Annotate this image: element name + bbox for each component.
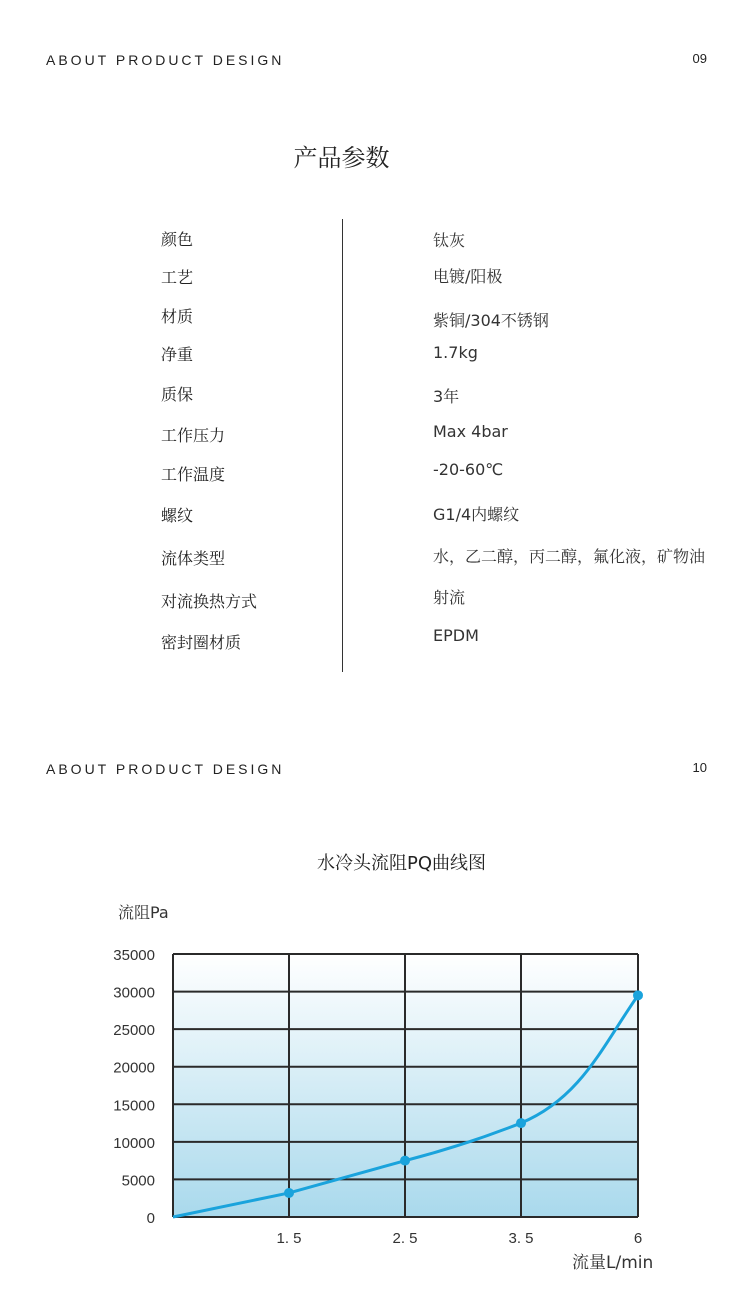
data-point [516,1118,526,1128]
y-tick-label: 5000 [121,1172,155,1190]
spec-value: G1/4内螺纹 [433,505,520,524]
y-tick-label: 30000 [113,984,155,1002]
spec-label: 工艺 [161,268,194,287]
spec-label: 工作压力 [161,426,226,445]
spec-value: 电镀/阳极 [433,267,503,286]
spec-label: 材质 [161,307,194,326]
spec-value: 1.7kg [433,343,478,362]
spec-value: 紫铜/304不锈钢 [433,311,549,330]
spec-value: EPDM [433,626,479,645]
spec-label: 密封圈材质 [161,633,242,652]
x-tick-label: 2. 5 [392,1230,418,1247]
spec-label: 螺纹 [161,506,194,525]
y-tick-label: 15000 [113,1097,155,1115]
data-point [400,1156,410,1166]
spec-value: 3年 [433,387,460,406]
y-tick-label: 0 [146,1210,155,1227]
spec-value: 射流 [433,588,466,607]
spec-label: 流体类型 [161,549,226,568]
x-tick-label: 6 [633,1230,643,1247]
spec-value: 钛灰 [433,231,466,250]
spec-label: 对流换热方式 [161,592,258,611]
spec-value: Max 4bar [433,422,508,441]
spec-label: 颜色 [161,230,194,249]
spec-value: 水，乙二醇，丙二醇，氟化液，矿物油 [433,547,706,566]
spec-label: 工作温度 [161,465,226,484]
spec-value: -20-60℃ [433,460,504,479]
spec-label: 净重 [161,345,194,364]
y-tick-label: 20000 [113,1059,155,1077]
y-axis-label: 流阻Pa [118,903,169,922]
brand-header-2: ABOUT PRODUCT DESIGN [46,761,285,777]
data-point [284,1188,294,1198]
chart-title: 水冷头流阻PQ曲线图 [316,853,487,874]
data-point [633,990,643,1000]
y-tick-label: 10000 [113,1134,155,1152]
y-tick-label: 25000 [113,1022,155,1040]
x-tick-label: 1. 5 [276,1230,302,1247]
page-number: 09 [692,51,707,66]
y-tick-label: 35000 [113,947,155,964]
x-tick-label: 3. 5 [508,1230,534,1247]
spec-label: 质保 [161,385,194,404]
brand-header: ABOUT PRODUCT DESIGN [46,52,285,68]
page-title: 产品参数 [293,144,390,172]
x-axis-label: 流量L/min [572,1253,654,1273]
page-number-2: 10 [692,760,707,775]
